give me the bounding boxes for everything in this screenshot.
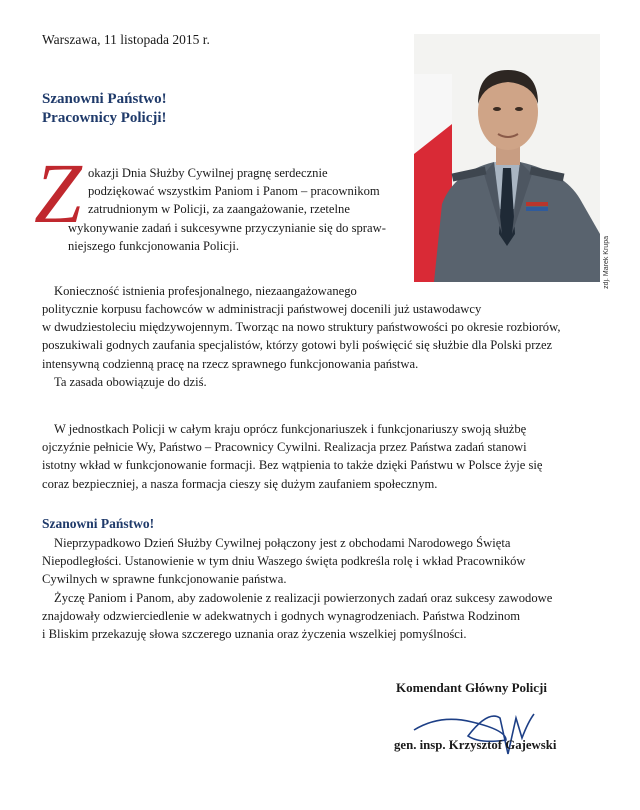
text-line: W jednostkach Policji w całym kraju oprócz funkcjonariuszek i funkcjonariuszy swoją służbę [54, 422, 527, 436]
text-line: Ta zasada obowiązuje do dziś. [54, 374, 207, 389]
section-heading: Szanowni Państwo! [42, 516, 155, 531]
text-line: wykonywanie zadań i sukcesywne przyczynianie się do spraw- [68, 220, 386, 235]
text-line: Niepodległości. Ustanowienie w tym dniu Waszego święta podkreśla rolę i wkład Pracowników [42, 554, 526, 569]
signature-title: Komendant Główny Policji [396, 680, 547, 695]
text-line: poszukiwali godnych zaufania specjalistów, którzy gotowi byli poświęcić się służbie dla Polski przez [42, 338, 553, 353]
text-line: coraz bezpieczniej, a nasza formacja cieszy się dużym zaufaniem społecznym. [42, 476, 438, 491]
text-line: intensywną codzienną pracę na rzecz sprawnego funkcjonowania państwa. [42, 356, 419, 371]
text-line: Życzę Paniom i Panom, aby zadowolenie z realizacji powierzonych zadań oraz sukcesy zawodowe [54, 590, 553, 605]
paragraph-intro [68, 164, 400, 255]
photo-credit: zdj. Marek Krupa [603, 236, 610, 289]
text-line: istotny wkład w funkcjonowanie formacji. Bez wątpienia to także dzięki Państwu w Polsce żyje się [42, 458, 543, 473]
paragraph-2-start [42, 282, 400, 300]
greeting [42, 90, 167, 128]
text-line: Konieczność istnienia profesjonalnego, niezaangażowanego [54, 284, 357, 298]
text-line: ojczyźnie pełnicie Wy, Państwo – Pracownicy Cywilni. Realizacja przez Państwa zadań stanowi [42, 440, 527, 455]
text-line: politycznie korpusu fachowców w administracji państwowej docenili już ustawodawcy [42, 302, 482, 316]
text-line: podziękować wszystkim Paniom i Panom – pracownikom [88, 184, 380, 199]
portrait-illustration [414, 34, 600, 282]
text-line: w dwudziestoleciu międzywojennym. Tworząc na nowo struktury państwowości po okresie rozbiorów, [42, 320, 561, 335]
paragraph-5 [42, 534, 598, 643]
text-line: Cywilnych w sprawne funkcjonowanie państwa. [42, 572, 287, 587]
greeting-line-1: Szanowni Państwo! [42, 91, 167, 107]
text-line: okazji Dnia Służby Cywilnej pragnę serdecznie [88, 166, 328, 180]
letter-date: Warszawa, 11 listopada 2015 r. [42, 32, 210, 47]
text-line: niejszego funkcjonowania Policji. [68, 238, 240, 253]
text-line: zatrudnionym w Policji, za zaangażowanie, rzetelne [88, 202, 350, 217]
signature-name: gen. insp. Krzysztof Gajewski [394, 738, 557, 752]
paragraph-2 [42, 300, 598, 391]
drop-cap: Z [34, 145, 82, 241]
text-line: i Bliskim przekazuję słowa szczerego uznania oraz życzenia wszelkiej pomyślności. [42, 627, 467, 642]
paragraph-4 [42, 420, 598, 493]
greeting-line-2: Pracownicy Policji! [42, 110, 167, 126]
text-line: znajdowały odzwierciedlenie w adekwatnych i godnych wynagrodzeniach. Państwa Rodzinom [42, 608, 521, 623]
text-line: Nieprzypadkowo Dzień Służby Cywilnej połączony jest z obchodami Narodowego Święta [54, 536, 511, 550]
portrait-photo [414, 34, 600, 282]
